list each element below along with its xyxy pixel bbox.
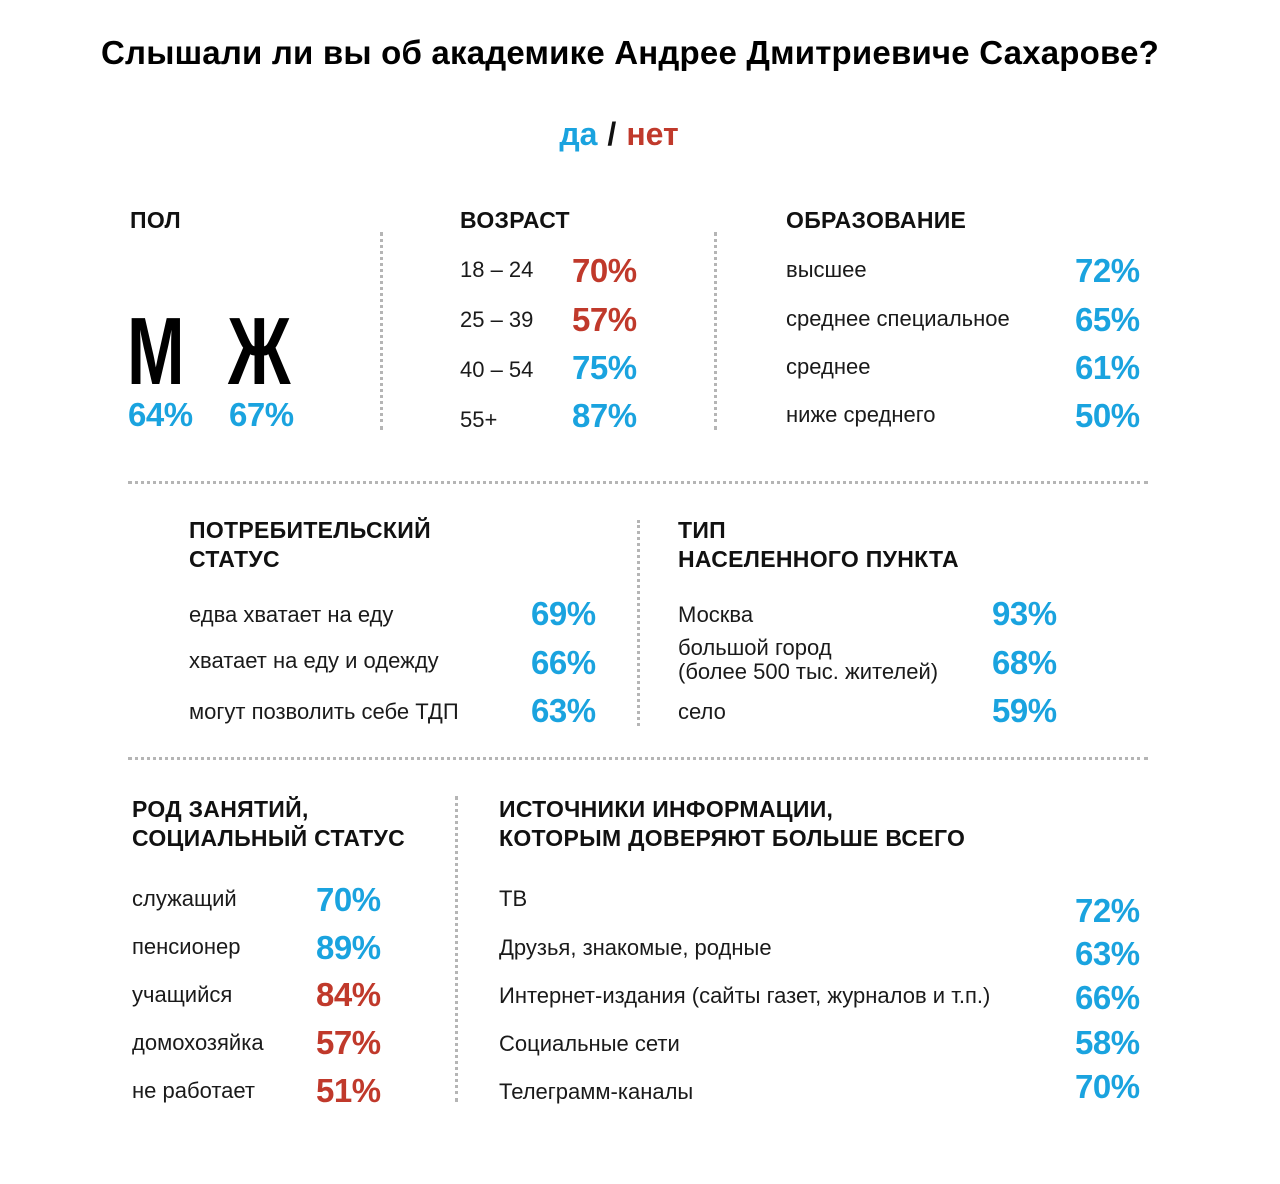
- consumer-status-label: хватает на еду и одежду: [189, 648, 439, 673]
- settlement-type-title-line: ТИП: [678, 517, 727, 543]
- education-title: ОБРАЗОВАНИЕ: [786, 207, 967, 233]
- education-label: среднее: [786, 354, 871, 379]
- info-sources-title-line: КОТОРЫМ ДОВЕРЯЮТ БОЛЬШЕ ВСЕГО: [499, 825, 966, 851]
- divider-horizontal: [128, 757, 1148, 760]
- legend: [0, 116, 1238, 153]
- occupation-label: не работает: [132, 1078, 255, 1103]
- age-label: 40 – 54: [460, 357, 534, 382]
- info-source-label: Друзья, знакомые, родные: [499, 935, 772, 960]
- info-source-label: Интернет-издания (сайты газет, журналов и т.п.): [499, 983, 991, 1008]
- settlement-type-label: Москва: [678, 602, 754, 627]
- consumer-status-value: 66%: [531, 644, 596, 681]
- education-label: ниже среднего: [786, 402, 936, 427]
- info-source-value: 66%: [1075, 979, 1140, 1016]
- info-source-label: Телеграмм-каналы: [499, 1079, 694, 1104]
- education-value: 72%: [1075, 252, 1140, 289]
- education-label: среднее специальное: [786, 306, 1010, 331]
- consumer-status-label: могут позволить себе ТДП: [189, 699, 459, 724]
- age-value: 87%: [572, 397, 637, 434]
- consumer-status-title-line: ПОТРЕБИТЕЛЬСКИЙ: [189, 517, 431, 543]
- info-sources-title: [499, 795, 965, 853]
- occupation-value: 89%: [316, 929, 381, 966]
- legend-slash: /: [607, 116, 617, 152]
- info-source-value: 70%: [1075, 1068, 1140, 1105]
- chart-title: Слышали ли вы об академике Андрее Дмитриевиче Сахарове?: [101, 34, 1159, 71]
- settlement-type-label: [678, 636, 938, 684]
- age-value: 70%: [572, 252, 637, 289]
- education-value: 61%: [1075, 349, 1140, 386]
- occupation-value: 70%: [316, 881, 381, 918]
- age-value: 75%: [572, 349, 637, 386]
- gender-female-value: 67%: [229, 396, 294, 433]
- consumer-status-label: едва хватает на еду: [189, 602, 394, 627]
- occupation-title: [132, 795, 405, 853]
- age-label: 55+: [460, 407, 498, 432]
- settlement-type-value: 59%: [992, 692, 1057, 729]
- gender-male-letter: М: [127, 298, 184, 405]
- settlement-type-value: 93%: [992, 595, 1057, 632]
- occupation-label: домохозяйка: [132, 1030, 264, 1055]
- info-source-label: Социальные сети: [499, 1031, 680, 1056]
- education-value: 50%: [1075, 397, 1140, 434]
- divider-vertical: [455, 796, 458, 1102]
- divider-vertical: [637, 520, 640, 726]
- divider-vertical: [714, 232, 717, 430]
- occupation-value: 84%: [316, 976, 381, 1013]
- age-label: 25 – 39: [460, 307, 534, 332]
- info-source-value: 72%: [1075, 892, 1140, 929]
- info-source-label: ТВ: [499, 886, 528, 911]
- consumer-status-value: 63%: [531, 692, 596, 729]
- settlement-type-label-line: большой город: [678, 635, 832, 660]
- settlement-type-title-line: НАСЕЛЕННОГО ПУНКТА: [678, 546, 959, 572]
- age-title: ВОЗРАСТ: [460, 207, 570, 233]
- legend-yes: да: [559, 116, 598, 152]
- legend-no: нет: [626, 116, 679, 152]
- gender-title: ПОЛ: [130, 207, 181, 233]
- settlement-type-value: 68%: [992, 644, 1057, 681]
- age-label: 18 – 24: [460, 257, 534, 282]
- consumer-status-value: 69%: [531, 595, 596, 632]
- consumer-status-title: [189, 516, 431, 574]
- divider-horizontal: [128, 481, 1148, 484]
- info-source-value: 58%: [1075, 1024, 1140, 1061]
- occupation-label: учащийся: [132, 982, 233, 1007]
- info-sources-title-line: ИСТОЧНИКИ ИНФОРМАЦИИ,: [499, 796, 834, 822]
- settlement-type-label-line: (более 500 тыс. жителей): [678, 659, 939, 684]
- age-value: 57%: [572, 301, 637, 338]
- education-label: высшее: [786, 257, 867, 282]
- consumer-status-title-line: СТАТУС: [189, 546, 280, 572]
- occupation-value: 57%: [316, 1024, 381, 1061]
- occupation-value: 51%: [316, 1072, 381, 1109]
- settlement-type-label: село: [678, 699, 726, 724]
- settlement-type-title: [678, 516, 959, 574]
- occupation-label: пенсионер: [132, 934, 241, 959]
- occupation-title-line: РОД ЗАНЯТИЙ,: [132, 796, 309, 822]
- occupation-title-line: СОЦИАЛЬНЫЙ СТАТУС: [132, 825, 406, 851]
- gender-female-letter: Ж: [228, 298, 290, 405]
- gender-male-value: 64%: [128, 396, 193, 433]
- education-value: 65%: [1075, 301, 1140, 338]
- info-source-value: 63%: [1075, 935, 1140, 972]
- divider-vertical: [380, 232, 383, 430]
- occupation-label: служащий: [132, 886, 237, 911]
